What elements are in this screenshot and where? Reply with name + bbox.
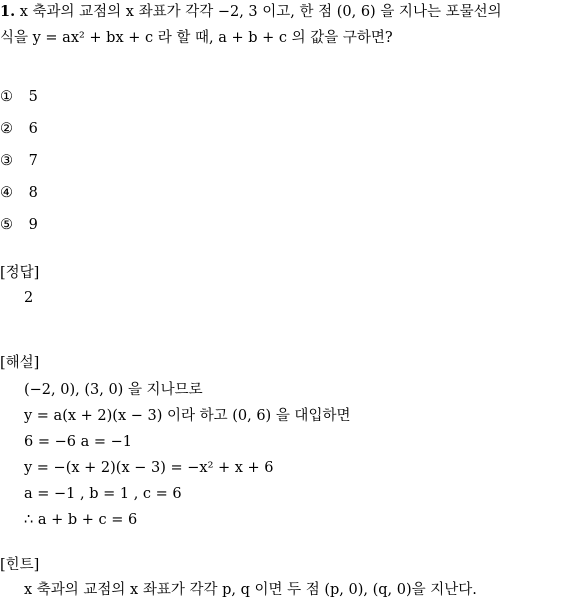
explanation-line-6: ∴ a + b + c = 6 [24,512,138,528]
choice-1[interactable] [0,87,38,107]
hint-heading: [힌트] [0,557,40,573]
explanation-line-5: a = −1 , b = 1 , c = 6 [24,486,182,502]
choice-value: 6 [28,121,38,137]
choice-4[interactable] [0,183,38,203]
choice-value: 8 [28,185,38,201]
choice-value: 9 [28,217,38,233]
choice-marker: ④ [0,185,13,201]
hint-text: x 축과의 교점의 x 좌표가 각각 p, q 이면 두 점 (p, 0), (q, 0)을 지난다. [24,582,477,598]
answer-heading: [정답] [0,265,40,281]
explanation-line-3: 6 = −6 a = −1 [24,434,132,450]
explanation-heading: [해설] [0,355,40,371]
choice-2[interactable] [0,119,38,139]
choice-marker: ③ [0,153,13,169]
choice-5[interactable] [0,215,38,235]
choice-3[interactable] [0,151,38,171]
choice-value: 7 [28,153,38,169]
choice-value: 5 [28,89,38,105]
explanation-line-4: y = −(x + 2)(x − 3) = −x² + x + 6 [24,460,274,476]
choice-marker: ⑤ [0,217,13,233]
choice-marker: ① [0,89,13,105]
question-text-1: x 축과의 교점의 x 좌표가 각각 −2, 3 이고, 한 점 (0, 6) 을 지나는 포물선의 [19,4,502,20]
answer-value: 2 [24,290,34,306]
question-number: 1. [0,3,16,20]
explanation-line-2: y = a(x + 2)(x − 3) 이라 하고 (0, 6) 을 대입하면 [24,408,351,424]
question-line-2 [0,28,393,48]
question-line-1 [0,2,502,22]
choice-marker: ② [0,121,13,137]
explanation-line-1: (−2, 0), (3, 0) 을 지나므로 [24,382,203,398]
question-text-2: 식을 y = ax² + bx + c 라 할 때, a + b + c 의 값을 구하면? [0,30,393,46]
